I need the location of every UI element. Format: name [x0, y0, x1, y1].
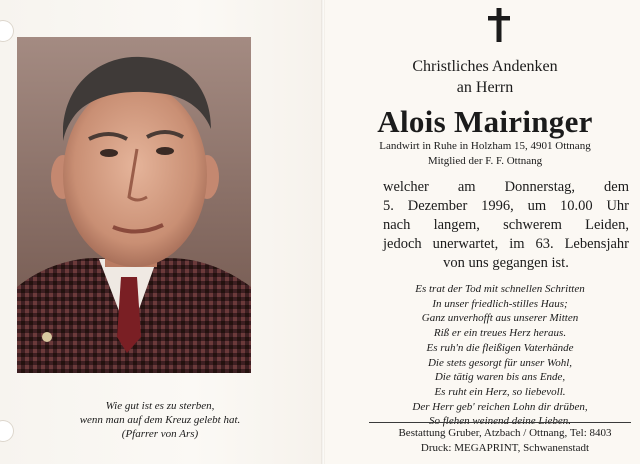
poem-line: Der Herr geb' reichen Lohn dir drüben, [412, 400, 588, 413]
death-announcement [383, 178, 629, 273]
latin-cross-icon [487, 8, 511, 42]
membership-line: Mitglied der F. F. Ottnang [427, 155, 543, 167]
card-fold [321, 0, 325, 464]
heading-line-1: Christliches Andenken [412, 58, 558, 75]
portrait-photo [17, 37, 251, 373]
punch-hole-bottom [0, 420, 14, 442]
occupation-address: Landwirt in Ruhe in Holzham 15, 4901 Ottnang [379, 140, 591, 152]
deceased-name: Alois Mairinger [377, 104, 593, 139]
announcement-line: 5. Dezember 1996, um 10.00 Uhr [383, 198, 629, 214]
poem-line: In unser friedlich-stilles Haus; [432, 297, 568, 310]
funeral-home-imprint: Bestattung Gruber, Atzbach / Ottnang, Tel: 8403 [398, 427, 612, 439]
memorial-poem [360, 282, 640, 429]
announcement-line: nach langem, schwerem Leiden, [383, 217, 629, 233]
announcement-line: von uns gegangen ist. [443, 255, 569, 271]
announcement-line: welcher am Donnerstag, dem [383, 179, 629, 195]
poem-line: Es ruht ein Herz, so liebevoll. [434, 385, 566, 398]
quote-line: Wie gut ist es zu sterben, [105, 400, 215, 412]
quote-attribution: (Pfarrer von Ars) [121, 428, 199, 440]
poem-line: Die tätig waren bis ans Ende, [434, 371, 566, 384]
poem-line: Die stets gesorgt für unser Wohl, [427, 356, 573, 369]
poem-line: Es ruh'n die fleißigen Vaterhände [426, 341, 574, 354]
divider-rule [369, 422, 631, 423]
punch-hole-top [0, 20, 14, 42]
printer-imprint: Druck: MEGAPRINT, Schwanenstadt [420, 442, 590, 454]
portrait-image [17, 37, 251, 373]
poem-line: Es trat der Tod mit schnellen Schritten [415, 283, 585, 295]
poem-line: Ganz unverhofft aus unserer Mitten [421, 312, 579, 325]
heading-line-2: an Herrn [456, 79, 514, 96]
announcement-line: jedoch unerwartet, im 63. Lebensjahr [383, 236, 629, 252]
quote-line: wenn man auf dem Kreuz gelebt hat. [79, 414, 241, 426]
poem-line: Riß er ein treues Herz heraus. [433, 327, 567, 340]
epitaph-quote [30, 399, 290, 441]
